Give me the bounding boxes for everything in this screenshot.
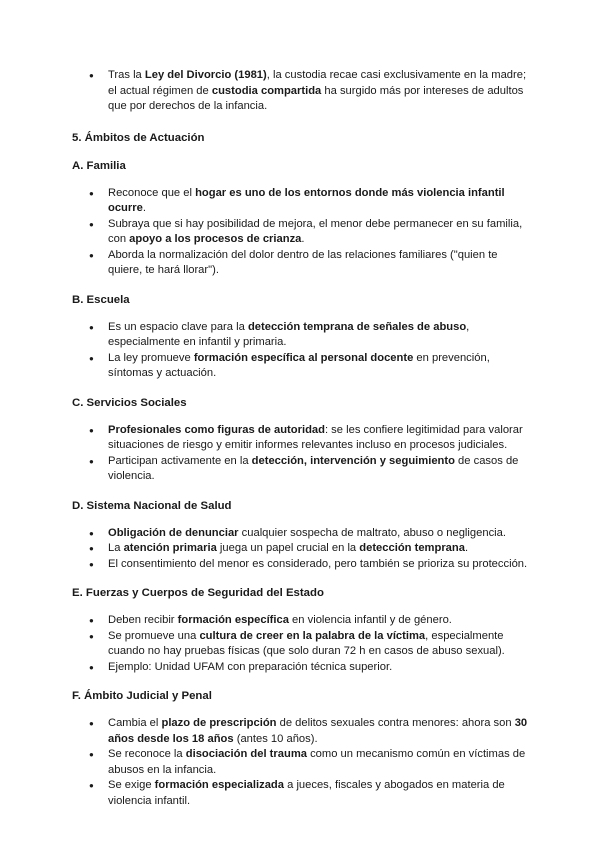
list-item [72, 217, 532, 248]
bold-text: detección temprana [359, 542, 465, 554]
text-run: . [301, 233, 305, 245]
text-run: Ejemplo: Unidad UFAM con preparación técnica superior. [108, 660, 393, 673]
text-run: Se reconoce la [108, 748, 186, 760]
bold-text: Ley del Divorcio (1981) [144, 69, 267, 81]
list-item [72, 778, 532, 809]
bold-text: hogar es uno de los entornos donde más violencia infantil ocurre [108, 186, 505, 214]
bold-text: detección temprana de señales de abuso [247, 320, 467, 333]
section-heading-judicial-penal: F. Ámbito Judicial y Penal [72, 690, 212, 702]
text-run: a jueces, fiscales y abogados en materia de violencia infantil. [108, 779, 505, 807]
section-heading-servicios-sociales: C. Servicios Sociales [72, 396, 187, 409]
text-run: Aborda la normalización del dolor dentro de las relaciones familiares ("quien te quiere, te hará llorar"). [108, 248, 498, 276]
text-run: El consentimiento del menor es considerado, pero también se prioriza su protección. [108, 557, 528, 570]
list-item [72, 454, 532, 485]
list-item [72, 557, 532, 573]
section-list-judicial-penal [72, 716, 532, 809]
list-item [72, 423, 532, 454]
text-run: , especialmente en infantil y primaria. [108, 320, 470, 348]
list-item [72, 629, 532, 660]
text-run: de casos de violencia. [108, 454, 519, 482]
list-item [72, 248, 532, 279]
bold-text: Obligación de denunciar [108, 526, 239, 539]
bold-text: formación específica al personal docente [193, 351, 414, 364]
bold-text: atención primaria [123, 542, 217, 554]
bold-text: detección, intervención y seguimiento [251, 454, 455, 467]
list-item [72, 747, 532, 778]
bold-text: disociación del trauma [185, 748, 307, 760]
section-heading-familia: A. Familia [72, 159, 126, 172]
text-run: juega un papel crucial en la [216, 542, 360, 554]
text-run: Se promueve una [108, 629, 200, 642]
text-run: La [108, 542, 124, 554]
text-run: La ley promueve [108, 351, 194, 364]
text-run: Subraya que si hay posibilidad de mejora, el menor debe permanecer en su familia, con [108, 217, 523, 245]
section-heading-escuela: B. Escuela [72, 293, 130, 306]
section-heading-salud: D. Sistema Nacional de Salud [72, 499, 232, 512]
list-item [72, 613, 532, 629]
section-list-escuela [72, 320, 532, 382]
text-run: en violencia infantil y de género. [288, 614, 452, 626]
list-item [72, 351, 532, 382]
text-run: ha surgido más por intereses de adultos que por derechos de la infancia. [108, 84, 524, 112]
text-run: Reconoce que el [108, 186, 196, 199]
intro-list [72, 68, 532, 115]
list-item [72, 660, 532, 676]
section-heading-fuerzas-seguridad: E. Fuerzas y Cuerpos de Seguridad del Estado [72, 587, 324, 599]
text-run: en prevención, síntomas y actuación. [108, 351, 490, 379]
list-item [72, 320, 532, 351]
list-item [72, 186, 532, 217]
text-run: , la custodia recae casi exclusivamente en la madre; el actual régimen de [108, 69, 527, 97]
list-item [72, 541, 532, 557]
main-heading: 5. Ámbitos de Actuación [72, 131, 205, 144]
bold-text: cultura de creer en la palabra de la víctima [199, 629, 426, 642]
bold-text: custodia compartida [211, 84, 322, 97]
text-run: como un mecanismo común en víctimas de abusos en la infancia. [108, 748, 526, 776]
text-run: cualquier sospecha de maltrato, abuso o negligencia. [238, 526, 506, 539]
text-run: Cambia el [108, 717, 162, 729]
text-run: de delitos sexuales contra menores: ahora son [276, 717, 515, 729]
text-run: , especialmente cuando no hay pruebas físicas (que solo duran 72 h en casos de abuso sexual). [108, 629, 505, 657]
text-run: Deben recibir [108, 614, 178, 626]
document-page [72, 68, 532, 809]
bold-text: apoyo a los procesos de crianza [129, 233, 302, 245]
text-run: Tras la [108, 69, 145, 81]
section-list-servicios-sociales [72, 423, 532, 485]
list-item [72, 716, 532, 747]
list-item [72, 526, 532, 542]
bold-text: plazo de prescripción [161, 717, 277, 729]
text-run: Participan activamente en la [108, 454, 252, 467]
bold-text: Profesionales como figuras de autoridad [108, 423, 325, 436]
bold-text: formación especializada [154, 779, 284, 791]
text-run: . [464, 542, 469, 554]
text-run: (antes 10 años). [233, 732, 318, 745]
text-run: Es un espacio clave para la [108, 320, 248, 333]
section-list-familia [72, 186, 532, 279]
list-item [72, 68, 532, 115]
bold-text: 30 años desde los 18 años [108, 717, 528, 745]
section-list-salud [72, 526, 532, 573]
bold-text: formación específica [177, 614, 289, 626]
text-run: : se les confiere legitimidad para valorar situaciones de riesgo y emitir informes relevantes incluso en procesos judiciales. [108, 423, 523, 451]
text-run: Se exige [108, 779, 155, 791]
section-list-fuerzas-seguridad [72, 613, 532, 675]
text-run: . [142, 202, 146, 214]
